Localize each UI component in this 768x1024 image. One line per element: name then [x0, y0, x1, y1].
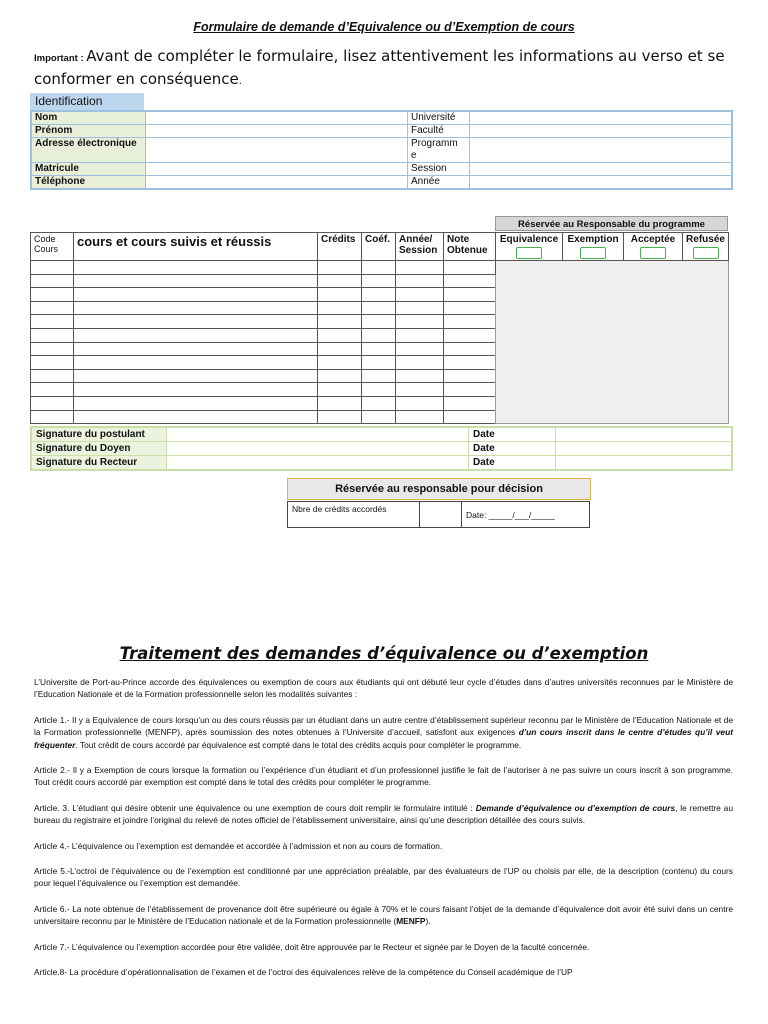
- course-cell[interactable]: [31, 342, 74, 356]
- field-input-prenom[interactable]: [146, 125, 408, 138]
- course-cell[interactable]: [362, 301, 396, 315]
- course-cell[interactable]: [396, 342, 444, 356]
- course-cell[interactable]: [444, 342, 496, 356]
- decision-table: [287, 501, 590, 528]
- identification-heading: Identification: [30, 93, 144, 110]
- date-recteur-field[interactable]: [556, 456, 733, 471]
- course-cell[interactable]: [31, 274, 74, 288]
- col-coef: Coéf.: [362, 233, 396, 261]
- course-cell[interactable]: [444, 261, 496, 275]
- decision-heading: Réservée au responsable pour décision: [287, 478, 591, 500]
- course-cell[interactable]: [396, 288, 444, 302]
- course-cell[interactable]: [74, 396, 318, 410]
- course-cell[interactable]: [74, 301, 318, 315]
- course-cell[interactable]: [318, 274, 362, 288]
- course-cell[interactable]: [74, 261, 318, 275]
- course-cell[interactable]: [444, 301, 496, 315]
- article-8: Article.8- La procédure d’opérationnalisation de l’examen et de l’octroi des équivalences relève de la compétence du Conseil académique de l’UP: [34, 967, 573, 978]
- field-label-programme: Programm e: [408, 138, 470, 163]
- courses-table: [30, 232, 729, 424]
- course-cell[interactable]: [396, 261, 444, 275]
- course-cell[interactable]: [318, 383, 362, 397]
- col-equivalence: Equivalence: [496, 233, 563, 261]
- course-cell[interactable]: [74, 274, 318, 288]
- field-input-programme[interactable]: [470, 138, 733, 163]
- important-notice: Important : Avant de compléter le formulaire, lisez attentivement les informations au verso et se conformer en conséquence.: [34, 47, 725, 88]
- field-label-universite: Université: [408, 111, 470, 125]
- course-cell[interactable]: [31, 328, 74, 342]
- col-code-cours: Code Cours: [31, 233, 74, 261]
- course-cell[interactable]: [318, 410, 362, 424]
- date-doyen-field[interactable]: [556, 442, 733, 456]
- field-input-universite[interactable]: [470, 111, 733, 125]
- course-cell[interactable]: [444, 410, 496, 424]
- course-cell[interactable]: [318, 261, 362, 275]
- course-cell[interactable]: [396, 369, 444, 383]
- course-cell[interactable]: [396, 396, 444, 410]
- date-label: Date: [469, 442, 556, 456]
- field-input-email[interactable]: [146, 138, 408, 163]
- course-cell[interactable]: [318, 288, 362, 302]
- course-cell[interactable]: [31, 369, 74, 383]
- course-cell[interactable]: [31, 315, 74, 329]
- course-cell[interactable]: [318, 369, 362, 383]
- field-label-telephone: Téléphone: [31, 176, 146, 190]
- course-cell[interactable]: [318, 328, 362, 342]
- important-text: Avant de compléter le formulaire, lisez attentivement les informations au verso et se conformer en conséquence: [34, 47, 725, 88]
- course-cell[interactable]: [74, 328, 318, 342]
- course-cell[interactable]: [31, 301, 74, 315]
- exemption-checkbox[interactable]: [580, 247, 606, 259]
- course-cell[interactable]: [74, 383, 318, 397]
- intro-paragraph: L’Universite de Port-au-Prince accorde des équivalences ou exemption de cours aux étudiants qui ont débuté leur cycle d’études dans d’autres universités reconnues par le Ministère de l’Education Nationale et de la Formation professionnelle selon les modalités suivantes :: [34, 677, 733, 700]
- course-cell[interactable]: [396, 315, 444, 329]
- course-cell[interactable]: [74, 315, 318, 329]
- course-cell[interactable]: [362, 356, 396, 370]
- course-cell[interactable]: [396, 301, 444, 315]
- course-row: [31, 261, 729, 275]
- field-label-annee: Année: [408, 176, 470, 190]
- course-cell[interactable]: [444, 356, 496, 370]
- course-cell[interactable]: [444, 396, 496, 410]
- course-cell[interactable]: [31, 288, 74, 302]
- course-cell[interactable]: [362, 288, 396, 302]
- date-postulant-field[interactable]: [556, 427, 733, 442]
- course-cell[interactable]: [318, 342, 362, 356]
- field-input-telephone[interactable]: [146, 176, 408, 190]
- course-cell[interactable]: [444, 274, 496, 288]
- field-input-annee[interactable]: [470, 176, 733, 190]
- course-cell[interactable]: [74, 342, 318, 356]
- refusee-checkbox[interactable]: [693, 247, 719, 259]
- col-note-obtenue: Note Obtenue: [444, 233, 496, 261]
- course-cell[interactable]: [31, 261, 74, 275]
- important-label: Important: [34, 53, 78, 64]
- course-cell[interactable]: [444, 383, 496, 397]
- field-label-faculte: Faculté: [408, 125, 470, 138]
- field-label-nom: Nom: [31, 111, 146, 125]
- course-cell[interactable]: [362, 261, 396, 275]
- signature-postulant-field[interactable]: [167, 427, 469, 442]
- decision-date-field[interactable]: Date: _____/___/_____: [462, 502, 590, 528]
- article-6: Article 6.- La note obtenue de l’établissement de provenance doit être supérieure ou égale à 70% et le cours faisant l’objet de la demande d’équivalence doit avoir été suivi dans un centre universitaire reconnu par le Ministère de l’Education nationale et de la Formation professionnelle (MENFP).: [34, 903, 733, 927]
- date-label: Date: [469, 456, 556, 471]
- date-label: Date: [469, 427, 556, 442]
- col-exemption: Exemption: [563, 233, 624, 261]
- course-cell[interactable]: [74, 369, 318, 383]
- treatment-heading: Traitement des demandes d’équivalence ou d’exemption: [119, 644, 649, 663]
- course-cell[interactable]: [31, 383, 74, 397]
- signature-recteur-label: Signature du Recteur: [31, 456, 167, 471]
- course-cell[interactable]: [362, 274, 396, 288]
- course-cell[interactable]: [396, 356, 444, 370]
- course-cell[interactable]: [444, 369, 496, 383]
- course-cell[interactable]: [362, 410, 396, 424]
- credits-granted-label: Nbre de crédits accordés: [288, 502, 420, 528]
- article-3: Article. 3. L’étudiant qui désire obtenir une équivalence ou une exemption de cours doit remplir le formulaire intitulé : Demande d’équivalence ou d’exemption de cours, le remettre au bureau du registraire et joindre l’original du relevé de notes officiel de l’établissement universitaire, ainsi qu’une description détaillée des cours suivis.: [34, 802, 733, 826]
- course-cell[interactable]: [362, 315, 396, 329]
- reserved-program-area: [496, 261, 729, 424]
- credits-granted-field[interactable]: [420, 502, 462, 528]
- field-label-email: Adresse électronique: [31, 138, 146, 163]
- course-cell[interactable]: [362, 383, 396, 397]
- course-cell[interactable]: [74, 410, 318, 424]
- col-cours: cours et cours suivis et réussis: [74, 233, 318, 261]
- course-cell[interactable]: [444, 288, 496, 302]
- course-cell[interactable]: [31, 356, 74, 370]
- course-cell[interactable]: [31, 410, 74, 424]
- field-input-matricule[interactable]: [146, 163, 408, 176]
- signature-doyen-field[interactable]: [167, 442, 469, 456]
- course-cell[interactable]: [318, 301, 362, 315]
- signature-postulant-label: Signature du postulant: [31, 427, 167, 442]
- signature-recteur-field[interactable]: [167, 456, 469, 471]
- col-acceptee: Acceptée: [624, 233, 683, 261]
- course-cell[interactable]: [362, 396, 396, 410]
- field-label-matricule: Matricule: [31, 163, 146, 176]
- course-cell[interactable]: [74, 356, 318, 370]
- course-cell[interactable]: [396, 410, 444, 424]
- field-input-nom[interactable]: [146, 111, 408, 125]
- course-cell[interactable]: [444, 315, 496, 329]
- col-annee-session: Année/ Session: [396, 233, 444, 261]
- course-cell[interactable]: [396, 328, 444, 342]
- course-cell[interactable]: [318, 315, 362, 329]
- course-cell[interactable]: [362, 342, 396, 356]
- treatment-body: [34, 676, 733, 992]
- article-5: Article 5.-L’octroi de l’équivalence ou de l’exemption est conditionné par une appréciation préalable, par des évaluateurs de l’UP ou choisis par elle, de la description (contenu) du cours pour lequel l’équivalence ou l’exemption est demandée.: [34, 866, 733, 889]
- article-2: Article 2.- Il y a Exemption de cours lorsque la formation ou l’expérience d’un étudiant et d’un professionnel justifie le fait de l’autoriser à ne pas suivre un cours inscrit à son programme. Tout crédit cours accordé par exemption est compté dans le total des crédits pour compléter le programme.: [34, 765, 733, 788]
- field-label-session: Session: [408, 163, 470, 176]
- identification-table: [30, 110, 733, 190]
- reserved-program-heading: Réservée au Responsable du programme: [495, 216, 728, 231]
- course-cell[interactable]: [396, 383, 444, 397]
- col-refusee: Refusée: [683, 233, 729, 261]
- form-title: Formulaire de demande d’Equivalence ou d’Exemption de cours: [193, 20, 575, 34]
- article-7: Article 7.- L’équivalence ou l’exemption accordée pour être validée, doit être approuvée par le Recteur et signée par le Doyen de la faculté concernée.: [34, 941, 590, 952]
- field-input-faculte[interactable]: [470, 125, 733, 138]
- course-cell[interactable]: [318, 356, 362, 370]
- course-cell[interactable]: [362, 328, 396, 342]
- acceptee-checkbox[interactable]: [640, 247, 666, 259]
- course-cell[interactable]: [396, 274, 444, 288]
- article-4: Article 4.- L’équivalence ou l’exemption est demandée et accordée à l’admission et non au cours de formation.: [34, 840, 443, 851]
- course-cell[interactable]: [362, 369, 396, 383]
- col-credits: Crédits: [318, 233, 362, 261]
- article-1: Article 1.- Il y a Equivalence de cours lorsqu’un ou des cours réussis par un étudiant dans un autre centre d’établissement supérieur reconnu par le Ministère de l’Education Nationale et de la Formation professionnelle (MENFP), après soumission des notes obtenues à l’Universite d’accueil, satisfont aux exigences d’un cours inscrit dans le centre d’études qu’il veut fréquenter. Tout crédit de cours accordé par équivalence est compté dans le total des crédits acquis pour compléter le programme.: [34, 714, 733, 750]
- field-label-prenom: Prénom: [31, 125, 146, 138]
- course-cell[interactable]: [74, 288, 318, 302]
- course-cell[interactable]: [318, 396, 362, 410]
- equivalence-checkbox[interactable]: [516, 247, 542, 259]
- signatures-table: [30, 426, 733, 471]
- field-input-session[interactable]: [470, 163, 733, 176]
- course-cell[interactable]: [31, 396, 74, 410]
- signature-doyen-label: Signature du Doyen: [31, 442, 167, 456]
- course-cell[interactable]: [444, 328, 496, 342]
